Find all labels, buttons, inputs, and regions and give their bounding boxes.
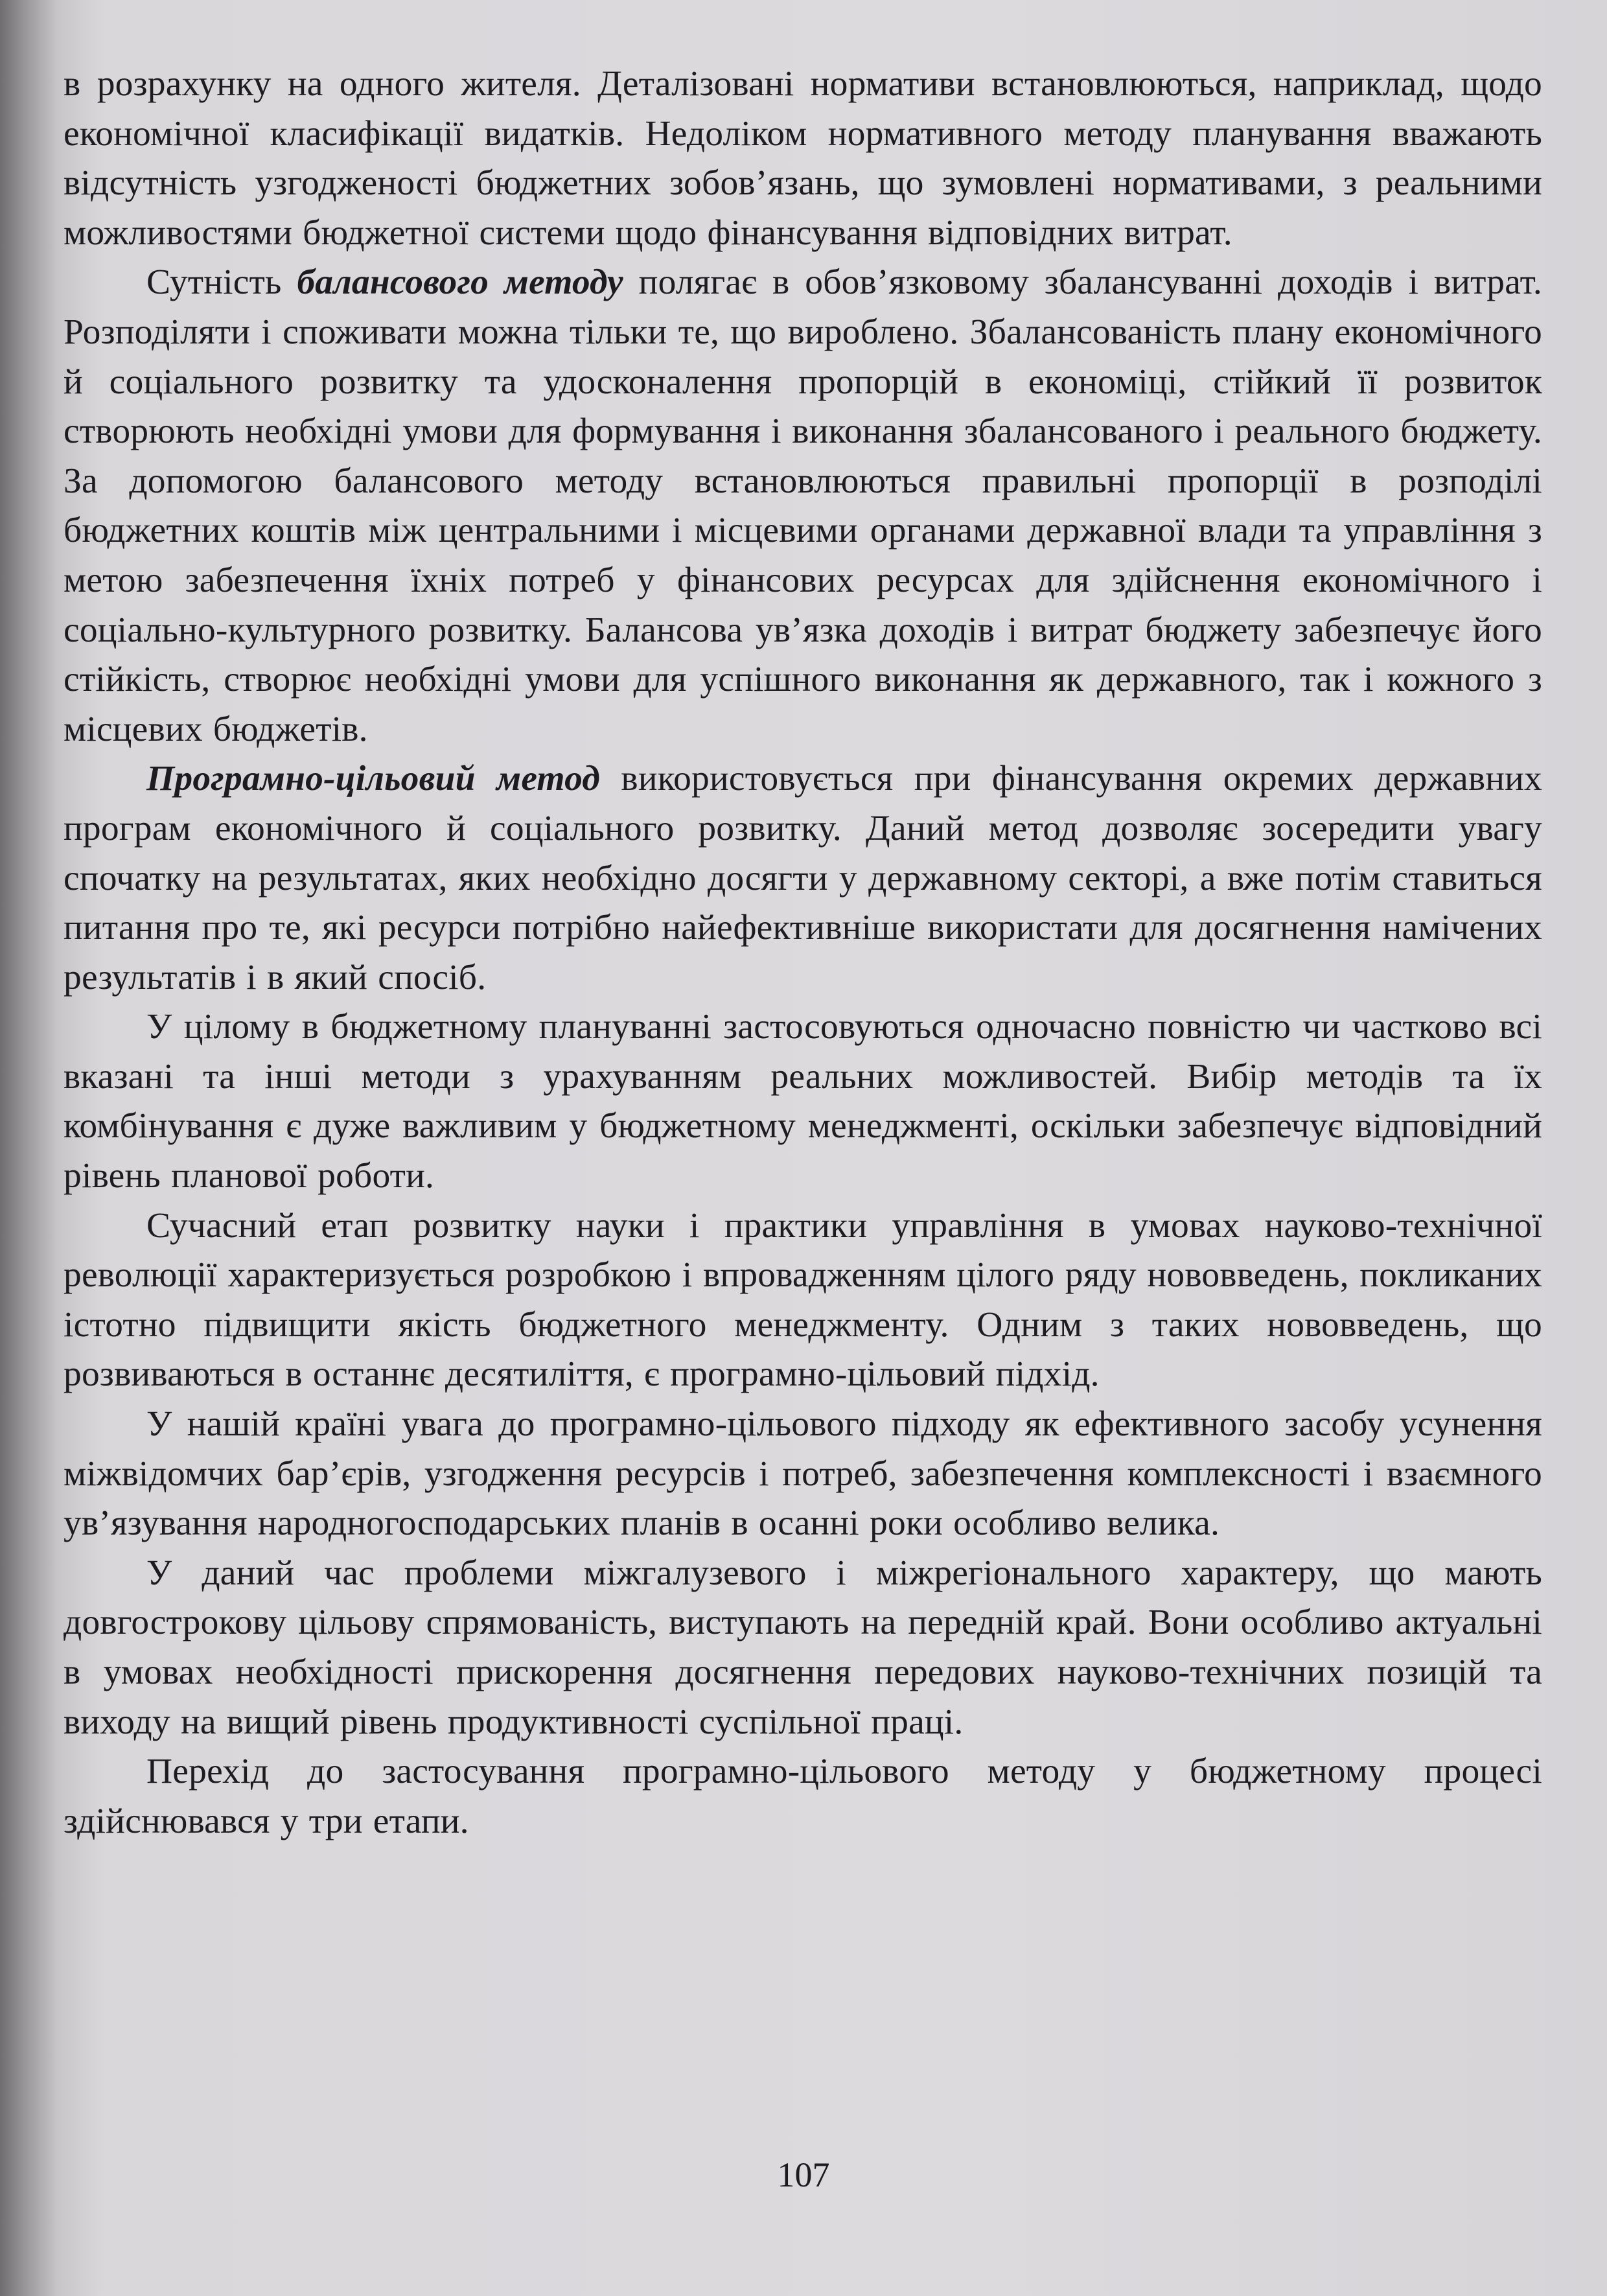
text-segment: Перехід до застосування програмно-цільового методу у бюджетному процесі здійснювався у три етапи.	[64, 1752, 1542, 1841]
paragraph	[64, 1003, 1542, 1201]
paragraph	[64, 1747, 1542, 1846]
emphasized-term: балансового методу	[297, 262, 623, 303]
text-segment: Сутність	[146, 262, 297, 303]
paragraph	[64, 60, 1542, 258]
paragraph	[64, 754, 1542, 1003]
text-segment: полягає в обов’язковому збалансуванні доходів і витрат. Розподіляти і споживати можна тільки те, що вироблено. Збалансованість плану економічного й соціального розвитку та удосконалення пропорцій в економіці, стійкий її розвиток створюють необхідні умови для формування і виконання збалансованого і реального бюджету. За допомогою балансового методу встановлюються правильні пропорції в розподілі бюджетних коштів між центральними і місцевими органами державної влади та управління з метою забезпечення їхніх потреб у фінансових ресурсах для здійснення економічного і соціально-культурного розвитку. Балансова ув’язка доходів і витрат бюджету забезпечує його стійкість, створює необхідні умови для успішного виконання як державного, так і кожного з місцевих бюджетів.	[64, 262, 1542, 749]
body-text	[64, 60, 1542, 1846]
text-segment: У нашій країні увага до програмно-цільового підходу як ефективного засобу усунення міжвідомчих бар’єрів, узгодження ресурсів і потреб, забезпечення комплексності і взаємного ув’язування народногосподарських планів в осанні роки особливо велика.	[64, 1404, 1542, 1544]
text-segment: в розрахунку на одного жителя. Деталізовані нормативи встановлюються, наприклад, щодо економічної класифікації видатків. Недоліком нормативного методу планування вважають відсутність узгодженості бюджетних зобов’язань, що зумовлені нормативами, з реальними можливостями бюджетної системи щодо фінансування відповідних витрат.	[64, 64, 1542, 253]
text-segment: У цілому в бюджетному плануванні застосовуються одночасно повністю чи частково всі вказані та інші методи з урахуванням реальних можливостей. Вибір методів та їх комбінування є дуже важливим у бюджетному менеджменті, оскільки забезпечує відповідний рівень планової роботи.	[64, 1007, 1542, 1196]
paragraph	[64, 1201, 1542, 1400]
emphasized-term: Програмно-цільовий метод	[146, 759, 601, 799]
text-segment: Сучасний етап розвитку науки і практики управління в умовах науково-технічної революції характеризується розробкою і впровадженням цілого ряду нововведень, покликаних істотно підвищити якість бюджетного менеджменту. Одним з таких нововведень, що розвиваються в останнє десятиліття, є програмно-цільовий підхід.	[64, 1205, 1542, 1395]
paragraph	[64, 1549, 1542, 1747]
text-segment: використовується при фінансування окремих державних програм економічного й соціального розвитку. Даний метод дозволяє зосередити увагу спочатку на результатах, яких необхідно досягти у державному секторі, а вже потім ставиться питання про те, які ресурси потрібно найефективніше використати для досягнення намічених результатів і в який спосіб.	[64, 759, 1542, 997]
paragraph	[64, 258, 1542, 754]
page-number: 107	[777, 2155, 830, 2194]
paragraph	[64, 1400, 1542, 1549]
text-segment: У даний час проблеми міжгалузевого і міжрегіонального характеру, що мають довгострокову цільову спрямованість, виступають на передній край. Вони особливо актуальні в умовах необхідності прискорення досягнення передових науково-технічних позицій та виходу на вищий рівень продуктивності суспільної праці.	[64, 1553, 1542, 1742]
